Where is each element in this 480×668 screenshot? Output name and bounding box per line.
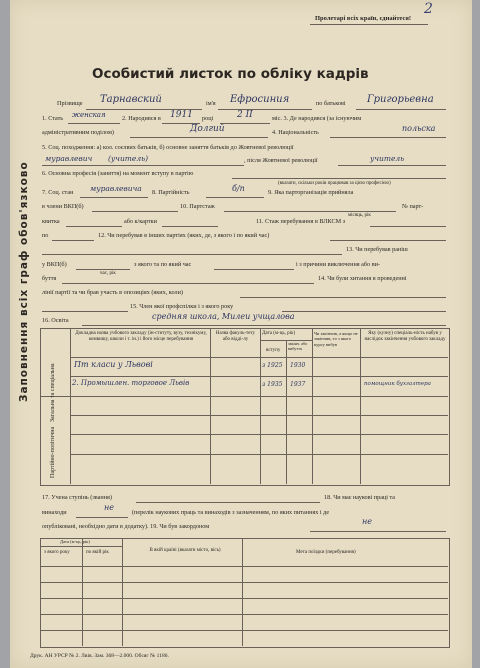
previous-membership-label: 13. Чи перебував раніш	[346, 246, 408, 253]
after-revolution-label: , після Жовтневої революції	[244, 157, 318, 164]
social-status-value: муравлевича	[90, 184, 142, 193]
nationality-value: польска	[402, 124, 436, 133]
party-org-label: 9. Яка парторганізація прийняла	[268, 189, 354, 196]
surname-value: Тарнавский	[100, 94, 162, 105]
sex-value: женская	[72, 111, 106, 119]
birthplace-label: міс. 3. Де народився (за існуючим	[272, 115, 362, 122]
nationality-label: 4. Національність	[272, 129, 319, 136]
vkpb-member-label: в члени ВКП(б)	[42, 203, 84, 210]
party-label: 8. Партійність	[152, 189, 190, 196]
social-status-label: 7. Соц. стан	[42, 189, 74, 196]
time-year-note: час, рік	[100, 271, 116, 276]
card-no-label: № парт-	[402, 203, 424, 210]
edu-row-1-institution: Пт класи у Львові	[74, 360, 153, 369]
party-value: б/п	[232, 184, 245, 193]
hesitations-label: 14. Чи були хитання в проведенні	[318, 275, 407, 282]
personnel-record-sheet	[10, 0, 472, 668]
edu-col-start: вступу	[266, 348, 281, 353]
admin-division-label: адміністративним поділом)	[42, 129, 114, 136]
birth-year-label: 2. Народився в	[122, 115, 161, 122]
patronymic-label: по батькові	[316, 100, 346, 107]
edu-col-institution: Докладна назва учбового закладу (ін-ституту, вузу, технікуму, комвишу, школи і т. ін.) і його місце перебування	[75, 331, 207, 342]
edu-row-1-end: 1930	[290, 362, 306, 369]
opposition-label: лінії партії та чи брав участь в опозиціях (яких, коли)	[42, 289, 183, 296]
party-tenure-label: 10. Партстаж	[180, 203, 215, 210]
edu-col-faculty: Назва факуль-тету або відді-лу	[215, 331, 256, 342]
name-value: Ефросиния	[230, 94, 290, 105]
scientific-works-label: 18. Чи має наукові праці та	[324, 494, 396, 501]
parents-occupation-note: (учитель)	[108, 154, 149, 163]
vkpb-label: у ВКП(б)	[42, 261, 67, 268]
abroad-value: не	[362, 517, 373, 526]
edu-col-end: закінч. або вибуття	[288, 341, 308, 351]
abroad-label: опубліковані, необхідно дати в додатку). 19. Чи був закордоном	[42, 523, 210, 530]
edu-row-1-start: з 1925	[262, 362, 283, 369]
print-footer: Друк. АН УРСР № 2. Лвів. Зам. 368—2.000. Обсяг № 1186.	[30, 653, 169, 659]
works-list-note: (перелік наукових праць та винаходів з зазначенням, по яких питаннях і де	[132, 509, 330, 516]
ticket-label: квитка	[42, 218, 60, 225]
abroad-col-to: по якій рік	[86, 550, 109, 555]
page-number: 2	[424, 1, 433, 17]
edu-row-2-start: з 1935	[262, 381, 283, 388]
edu-col-completed: Чи закінчив, а якщо не закінчив, то з якого курсу вибув	[314, 331, 358, 347]
to-label: по	[42, 232, 49, 239]
expulsion-label: і з причини виключення або ви-	[296, 261, 380, 268]
month-year-note: місяць, рік	[348, 213, 371, 218]
degree-label: 17. Учена ступінь (звання)	[42, 494, 112, 501]
general-special-group: Загальна та спеціальна	[50, 363, 56, 422]
after-revolution-value: учитель	[370, 154, 405, 163]
abroad-col-from: з якого року	[44, 550, 70, 555]
inventions-value: не	[104, 503, 115, 512]
education-value: средняя школа, Милеи учщалова	[152, 312, 295, 321]
inventions-label: винаходи	[42, 509, 67, 516]
social-origin-label: 5. Соц. походження: а) кол. соєлвих батьків, б) основне заняття батьків до Жовтневої революції	[42, 144, 294, 151]
year-word: році	[202, 115, 214, 122]
profession-label: 6. Основна професія (заняття) на момент вступу в партію	[42, 170, 194, 177]
birth-month-value: 2 II	[237, 110, 253, 120]
parents-occupation-value: муравлевич	[45, 154, 93, 163]
edu-row-2-specialty: помощник бухгалтера	[364, 381, 431, 387]
birth-year-value: 1911	[170, 110, 193, 120]
side-label: Заповнення всіх граф обов'язково	[18, 161, 30, 402]
card-label: або к/картки	[124, 218, 157, 225]
edu-col-date: Дата (м-ць, рік)	[262, 331, 296, 336]
education-table	[40, 328, 450, 486]
slogan: Пролетарі всіх країн, єднайтеся!	[315, 15, 412, 22]
education-label: 16. Освіта	[42, 317, 69, 324]
sex-label: 1. Стать	[42, 115, 64, 122]
abroad-col-country: В якій країні (вказати місто, вісь)	[149, 548, 221, 553]
edu-row-2-end: 1937	[290, 381, 306, 388]
edu-row-2-institution: 2. Промышлен. торговое Львів	[72, 379, 190, 387]
name-label: ім'я	[206, 100, 216, 107]
other-parties-label: 12. Чи перебував в інших партіях (яких, де, з якого і по який час)	[98, 232, 270, 239]
vlksm-tenure-label: 11. Стаж перебування в ВЛКСМ з	[256, 218, 346, 225]
from-to-label: з якого та по який час	[134, 261, 192, 268]
page-title: Особистий листок по обліку кадрів	[92, 66, 369, 82]
birthplace-value: Долгий	[190, 124, 225, 134]
patronymic-value: Григорьевна	[367, 94, 434, 105]
abroad-col-purpose: Мета поїздки (перебування)	[296, 550, 356, 555]
profession-note: (вказати, скільки років працював за цією професією)	[278, 181, 391, 186]
party-political-group: Партійно-політична	[50, 426, 56, 478]
departure-label: буття	[42, 275, 57, 282]
surname-label: Прізвище	[57, 100, 83, 107]
abroad-col-date: Дата (м-ць, рік)	[60, 539, 90, 544]
trade-union-label: 15. Член якої профспілки і з якого року	[130, 303, 234, 310]
edu-col-specialty: Яку (кузну) спеціаль-ність набув у наслідок закінчення учбового закладу	[364, 331, 446, 342]
